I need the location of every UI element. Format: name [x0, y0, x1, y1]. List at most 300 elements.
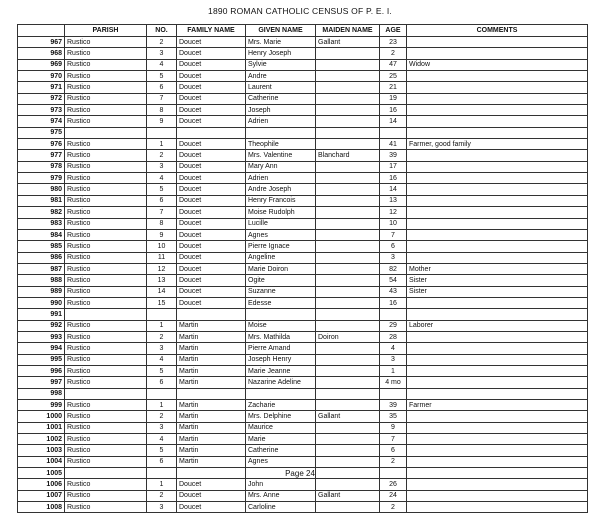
cell-parish: Rustico — [65, 173, 147, 184]
table-row — [18, 59, 588, 70]
cell-comments — [407, 229, 588, 240]
table-row — [18, 275, 588, 286]
cell-comments — [407, 218, 588, 229]
table-row — [18, 377, 588, 388]
cell-parish: Rustico — [65, 365, 147, 376]
cell-record-number: 967 — [18, 37, 65, 48]
cell-family-name: Martin — [177, 343, 246, 354]
cell-age: 54 — [380, 275, 407, 286]
table-row — [18, 71, 588, 82]
cell-given-name: Mrs. Delphine — [246, 411, 316, 422]
cell-comments — [407, 48, 588, 59]
cell-parish: Rustico — [65, 354, 147, 365]
table-row — [18, 490, 588, 501]
cell-member-number: 11 — [147, 252, 177, 263]
cell-comments — [407, 490, 588, 501]
cell-maiden-name — [316, 377, 380, 388]
header-comments: COMMENTS — [407, 25, 588, 37]
cell-maiden-name — [316, 263, 380, 274]
table-row — [18, 309, 588, 320]
cell-parish: Rustico — [65, 82, 147, 93]
cell-family-name: Doucet — [177, 105, 246, 116]
cell-member-number: 13 — [147, 275, 177, 286]
cell-age: 2 — [380, 502, 407, 513]
cell-age: 24 — [380, 490, 407, 501]
cell-given-name: Suzanne — [246, 286, 316, 297]
cell-family-name: Doucet — [177, 48, 246, 59]
cell-member-number: 6 — [147, 456, 177, 467]
cell-record-number: 1000 — [18, 411, 65, 422]
cell-member-number: 7 — [147, 207, 177, 218]
cell-maiden-name — [316, 388, 380, 399]
cell-given-name: Joseph — [246, 105, 316, 116]
cell-given-name: Agnes — [246, 229, 316, 240]
cell-age: 4 mo — [380, 377, 407, 388]
cell-record-number: 993 — [18, 331, 65, 342]
cell-given-name: Catherine — [246, 93, 316, 104]
cell-member-number: 5 — [147, 71, 177, 82]
cell-comments — [407, 309, 588, 320]
cell-given-name: Angeline — [246, 252, 316, 263]
cell-record-number: 987 — [18, 263, 65, 274]
cell-maiden-name — [316, 445, 380, 456]
cell-record-number: 989 — [18, 286, 65, 297]
cell-comments — [407, 331, 588, 342]
cell-given-name: John — [246, 479, 316, 490]
cell-family-name — [177, 127, 246, 138]
cell-family-name: Martin — [177, 365, 246, 376]
cell-record-number: 977 — [18, 150, 65, 161]
cell-age — [380, 309, 407, 320]
cell-family-name: Doucet — [177, 263, 246, 274]
cell-given-name: Pierre Ignace — [246, 241, 316, 252]
cell-age: 7 — [380, 434, 407, 445]
cell-member-number: 12 — [147, 263, 177, 274]
cell-member-number: 1 — [147, 320, 177, 331]
cell-given-name: Lucille — [246, 218, 316, 229]
cell-age: 39 — [380, 400, 407, 411]
cell-age: 3 — [380, 354, 407, 365]
cell-parish: Rustico — [65, 93, 147, 104]
census-table — [17, 24, 588, 513]
header-given-name: GIVEN NAME — [246, 25, 316, 37]
cell-comments — [407, 93, 588, 104]
cell-parish: Rustico — [65, 456, 147, 467]
cell-maiden-name — [316, 127, 380, 138]
cell-parish: Rustico — [65, 161, 147, 172]
cell-member-number: 4 — [147, 434, 177, 445]
cell-member-number — [147, 127, 177, 138]
header-maiden-name: MAIDEN NAME — [316, 25, 380, 37]
cell-comments — [407, 479, 588, 490]
cell-comments — [407, 184, 588, 195]
cell-parish: Rustico — [65, 59, 147, 70]
table-row — [18, 422, 588, 433]
cell-maiden-name — [316, 434, 380, 445]
cell-comments — [407, 354, 588, 365]
cell-maiden-name: Gallant — [316, 37, 380, 48]
cell-maiden-name — [316, 286, 380, 297]
cell-given-name: Laurent — [246, 82, 316, 93]
cell-parish: Rustico — [65, 37, 147, 48]
cell-maiden-name — [316, 365, 380, 376]
cell-family-name: Doucet — [177, 71, 246, 82]
cell-parish: Rustico — [65, 139, 147, 150]
cell-given-name — [246, 388, 316, 399]
cell-given-name: Agnes — [246, 456, 316, 467]
cell-given-name: Ogite — [246, 275, 316, 286]
cell-record-number: 975 — [18, 127, 65, 138]
cell-member-number: 1 — [147, 139, 177, 150]
cell-comments — [407, 241, 588, 252]
cell-age: 12 — [380, 207, 407, 218]
cell-parish: Rustico — [65, 150, 147, 161]
cell-given-name: Edesse — [246, 297, 316, 308]
cell-record-number: 991 — [18, 309, 65, 320]
cell-maiden-name — [316, 343, 380, 354]
cell-maiden-name — [316, 82, 380, 93]
cell-family-name: Martin — [177, 331, 246, 342]
cell-given-name: Pierre Amand — [246, 343, 316, 354]
cell-record-number: 1008 — [18, 502, 65, 513]
cell-record-number: 979 — [18, 173, 65, 184]
cell-age: 26 — [380, 479, 407, 490]
cell-record-number: 1003 — [18, 445, 65, 456]
cell-member-number: 6 — [147, 195, 177, 206]
cell-age: 4 — [380, 343, 407, 354]
cell-given-name: Maurice — [246, 422, 316, 433]
cell-family-name: Doucet — [177, 297, 246, 308]
cell-family-name: Doucet — [177, 93, 246, 104]
cell-family-name: Doucet — [177, 286, 246, 297]
cell-record-number: 978 — [18, 161, 65, 172]
cell-comments — [407, 388, 588, 399]
cell-record-number: 981 — [18, 195, 65, 206]
cell-record-number: 1005 — [18, 468, 65, 479]
cell-family-name: Martin — [177, 354, 246, 365]
cell-comments — [407, 252, 588, 263]
cell-maiden-name: Blanchard — [316, 150, 380, 161]
cell-age: 17 — [380, 161, 407, 172]
cell-given-name: Marie Doiron — [246, 263, 316, 274]
header-index — [18, 25, 65, 37]
cell-maiden-name — [316, 297, 380, 308]
cell-maiden-name — [316, 184, 380, 195]
cell-family-name: Doucet — [177, 139, 246, 150]
cell-family-name: Doucet — [177, 502, 246, 513]
cell-family-name: Doucet — [177, 82, 246, 93]
cell-given-name: Moise Rudolph — [246, 207, 316, 218]
cell-maiden-name — [316, 502, 380, 513]
cell-family-name: Martin — [177, 400, 246, 411]
cell-age: 82 — [380, 263, 407, 274]
cell-maiden-name — [316, 139, 380, 150]
cell-family-name: Martin — [177, 377, 246, 388]
cell-maiden-name — [316, 59, 380, 70]
cell-given-name: Nazarine Adeline — [246, 377, 316, 388]
table-row — [18, 173, 588, 184]
table-row — [18, 297, 588, 308]
cell-comments — [407, 105, 588, 116]
table-row — [18, 127, 588, 138]
cell-maiden-name — [316, 456, 380, 467]
cell-record-number: 994 — [18, 343, 65, 354]
cell-comments — [407, 71, 588, 82]
cell-maiden-name — [316, 71, 380, 82]
cell-member-number: 5 — [147, 365, 177, 376]
cell-age: 14 — [380, 116, 407, 127]
cell-comments — [407, 297, 588, 308]
cell-age: 25 — [380, 71, 407, 82]
cell-family-name: Martin — [177, 456, 246, 467]
cell-family-name: Martin — [177, 445, 246, 456]
page-footer: Page 24 — [285, 469, 315, 478]
cell-comments — [407, 195, 588, 206]
cell-member-number: 4 — [147, 59, 177, 70]
cell-comments — [407, 82, 588, 93]
cell-parish: Rustico — [65, 241, 147, 252]
table-row — [18, 331, 588, 342]
cell-parish: Rustico — [65, 445, 147, 456]
cell-record-number: 974 — [18, 116, 65, 127]
cell-parish: Rustico — [65, 195, 147, 206]
cell-record-number: 1004 — [18, 456, 65, 467]
cell-parish: Rustico — [65, 252, 147, 263]
cell-family-name: Martin — [177, 320, 246, 331]
cell-family-name: Doucet — [177, 150, 246, 161]
cell-record-number: 998 — [18, 388, 65, 399]
cell-record-number: 1007 — [18, 490, 65, 501]
cell-member-number: 2 — [147, 150, 177, 161]
cell-maiden-name — [316, 161, 380, 172]
cell-age: 1 — [380, 365, 407, 376]
cell-parish: Rustico — [65, 275, 147, 286]
cell-parish: Rustico — [65, 263, 147, 274]
table-row — [18, 195, 588, 206]
cell-record-number: 986 — [18, 252, 65, 263]
cell-age: 23 — [380, 37, 407, 48]
cell-record-number: 968 — [18, 48, 65, 59]
table-row — [18, 116, 588, 127]
cell-parish: Rustico — [65, 105, 147, 116]
cell-given-name: Henry Joseph — [246, 48, 316, 59]
cell-maiden-name: Doiron — [316, 331, 380, 342]
cell-given-name: Andre Joseph — [246, 184, 316, 195]
cell-age: 3 — [380, 252, 407, 263]
cell-maiden-name: Gallant — [316, 490, 380, 501]
cell-parish: Rustico — [65, 400, 147, 411]
cell-comments — [407, 365, 588, 376]
cell-record-number: 995 — [18, 354, 65, 365]
cell-given-name: Andre — [246, 71, 316, 82]
header-age: AGE — [380, 25, 407, 37]
cell-parish: Rustico — [65, 184, 147, 195]
cell-parish: Rustico — [65, 218, 147, 229]
cell-parish: Rustico — [65, 479, 147, 490]
cell-comments — [407, 161, 588, 172]
cell-member-number: 9 — [147, 116, 177, 127]
cell-member-number: 3 — [147, 502, 177, 513]
cell-parish: Rustico — [65, 320, 147, 331]
table-row — [18, 456, 588, 467]
table-row — [18, 229, 588, 240]
table-row — [18, 93, 588, 104]
table-row — [18, 400, 588, 411]
cell-given-name: Moise — [246, 320, 316, 331]
cell-family-name: Doucet — [177, 479, 246, 490]
table-row — [18, 263, 588, 274]
cell-age: 2 — [380, 456, 407, 467]
cell-comments: Farmer, good family — [407, 139, 588, 150]
cell-comments — [407, 207, 588, 218]
cell-parish: Rustico — [65, 434, 147, 445]
table-row — [18, 37, 588, 48]
cell-parish: Rustico — [65, 490, 147, 501]
cell-given-name: Mrs. Valentine — [246, 150, 316, 161]
cell-record-number: 984 — [18, 229, 65, 240]
cell-age: 39 — [380, 150, 407, 161]
cell-maiden-name — [316, 479, 380, 490]
cell-record-number: 969 — [18, 59, 65, 70]
table-row — [18, 139, 588, 150]
cell-member-number: 3 — [147, 422, 177, 433]
cell-given-name: Mrs. Anne — [246, 490, 316, 501]
cell-maiden-name: Gallant — [316, 411, 380, 422]
cell-family-name: Doucet — [177, 37, 246, 48]
table-row — [18, 354, 588, 365]
cell-parish: Rustico — [65, 286, 147, 297]
cell-record-number: 999 — [18, 400, 65, 411]
cell-record-number: 988 — [18, 275, 65, 286]
table-row — [18, 445, 588, 456]
cell-family-name: Martin — [177, 422, 246, 433]
cell-member-number: 15 — [147, 297, 177, 308]
cell-given-name: Joseph Henry — [246, 354, 316, 365]
table-row — [18, 105, 588, 116]
cell-parish: Rustico — [65, 116, 147, 127]
cell-member-number: 2 — [147, 411, 177, 422]
cell-maiden-name — [316, 173, 380, 184]
cell-age: 7 — [380, 229, 407, 240]
cell-maiden-name — [316, 195, 380, 206]
cell-family-name: Doucet — [177, 173, 246, 184]
cell-maiden-name — [316, 400, 380, 411]
cell-member-number: 3 — [147, 161, 177, 172]
cell-member-number: 2 — [147, 331, 177, 342]
cell-parish — [65, 127, 147, 138]
cell-comments — [407, 127, 588, 138]
cell-family-name: Doucet — [177, 275, 246, 286]
cell-age — [380, 127, 407, 138]
cell-member-number: 3 — [147, 48, 177, 59]
cell-family-name: Doucet — [177, 59, 246, 70]
cell-family-name: Doucet — [177, 218, 246, 229]
cell-comments — [407, 150, 588, 161]
cell-given-name: Carloline — [246, 502, 316, 513]
cell-given-name: Theophile — [246, 139, 316, 150]
cell-parish: Rustico — [65, 343, 147, 354]
page-title: 1890 ROMAN CATHOLIC CENSUS OF P. E. I. — [208, 6, 392, 16]
cell-given-name: Henry Francois — [246, 195, 316, 206]
cell-given-name: Mary Ann — [246, 161, 316, 172]
cell-record-number: 982 — [18, 207, 65, 218]
cell-member-number: 7 — [147, 93, 177, 104]
cell-age: 28 — [380, 331, 407, 342]
header-row — [18, 25, 588, 37]
cell-member-number: 5 — [147, 445, 177, 456]
cell-record-number: 996 — [18, 365, 65, 376]
cell-record-number: 997 — [18, 377, 65, 388]
cell-member-number: 14 — [147, 286, 177, 297]
cell-maiden-name — [316, 207, 380, 218]
table-row — [18, 82, 588, 93]
cell-family-name: Doucet — [177, 229, 246, 240]
cell-comments — [407, 37, 588, 48]
cell-member-number: 1 — [147, 479, 177, 490]
cell-member-number: 6 — [147, 377, 177, 388]
cell-comments — [407, 422, 588, 433]
cell-given-name: Adrien — [246, 173, 316, 184]
cell-age: 14 — [380, 184, 407, 195]
cell-age: 6 — [380, 241, 407, 252]
cell-maiden-name — [316, 116, 380, 127]
cell-member-number: 2 — [147, 490, 177, 501]
cell-parish: Rustico — [65, 411, 147, 422]
cell-parish — [65, 388, 147, 399]
cell-family-name: Doucet — [177, 252, 246, 263]
table-row — [18, 161, 588, 172]
cell-family-name: Doucet — [177, 161, 246, 172]
cell-given-name — [246, 309, 316, 320]
cell-given-name: Marie Jeanne — [246, 365, 316, 376]
table-row — [18, 252, 588, 263]
cell-family-name: Doucet — [177, 116, 246, 127]
cell-comments — [407, 445, 588, 456]
cell-given-name: Mrs. Marie — [246, 37, 316, 48]
table-row — [18, 207, 588, 218]
cell-family-name: Doucet — [177, 490, 246, 501]
header-no: NO. — [147, 25, 177, 37]
cell-age: 10 — [380, 218, 407, 229]
cell-comments — [407, 411, 588, 422]
header-family-name: FAMILY NAME — [177, 25, 246, 37]
cell-given-name: Sylvie — [246, 59, 316, 70]
cell-age — [380, 388, 407, 399]
cell-maiden-name — [316, 93, 380, 104]
cell-family-name: Doucet — [177, 241, 246, 252]
cell-comments: Sister — [407, 286, 588, 297]
cell-comments — [407, 502, 588, 513]
cell-record-number: 976 — [18, 139, 65, 150]
table-row — [18, 218, 588, 229]
table-row — [18, 434, 588, 445]
cell-parish: Rustico — [65, 377, 147, 388]
table-row — [18, 411, 588, 422]
cell-record-number: 970 — [18, 71, 65, 82]
cell-parish — [65, 309, 147, 320]
cell-member-number: 10 — [147, 241, 177, 252]
cell-maiden-name — [316, 320, 380, 331]
cell-parish: Rustico — [65, 229, 147, 240]
cell-family-name — [177, 309, 246, 320]
table-row — [18, 184, 588, 195]
cell-given-name: Zacharie — [246, 400, 316, 411]
table-row — [18, 343, 588, 354]
cell-parish: Rustico — [65, 297, 147, 308]
cell-age: 16 — [380, 297, 407, 308]
cell-comments — [407, 116, 588, 127]
cell-parish: Rustico — [65, 207, 147, 218]
